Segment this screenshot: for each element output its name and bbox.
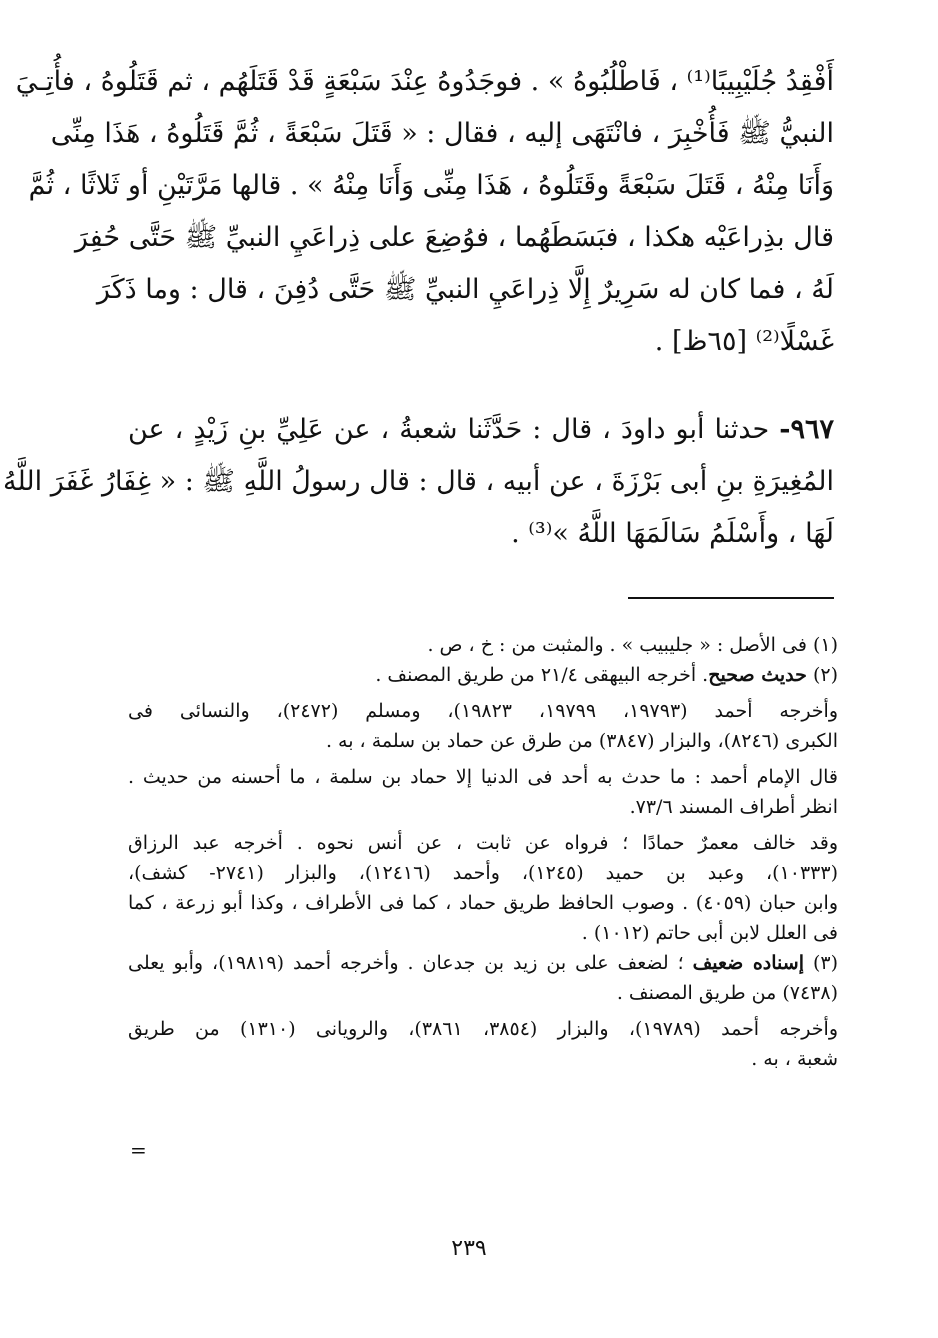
footnote-line: قال الإمام أحمد : ما حدث به أحد فى الدنيا إلا حماد بن سلمة ، ما أحسنه من حديث . xyxy=(128,766,838,788)
footnote-2-grade: حديث صحيح xyxy=(708,664,807,686)
footnote-line: (٧٤٣٨) من طريق المصنف . xyxy=(616,982,838,1004)
main-text-line: أَفْقِدُ جُلَيْبِيبًا⁽¹⁾ ، فَاطْلُبُوهُ » . فوجَدُوهُ عِنْدَ سَبْعَةٍ قَدْ قَتَلَهُم ، ثم قَتَلُوهُ ، فأُتِـيَ xyxy=(15,66,834,97)
footnote-2-number: (٢) xyxy=(806,664,838,686)
main-text-line: النبيُّ ﷺ فَأُخْبِرَ ، فانْتَهَى إليه ، فقال : « قَتَلَ سَبْعَةً ، ثُمَّ قَتَلُوهُ ، هَذَا مِنِّى xyxy=(50,118,834,149)
hadith-967 xyxy=(2,404,834,560)
main-text-block xyxy=(15,56,834,368)
footnote-line: فى العلل لابن أبى حاتم (١٠١٢) . xyxy=(581,922,838,944)
footnote-2 xyxy=(128,660,838,690)
hadith-number: ٩٦٧- xyxy=(779,414,834,445)
footnote-line: وابن حبان (٤٠٥٩) . وصوب الحافظ طريق حماد ، كما فى الأطراف ، وكذا أبو زرعة ، كما xyxy=(128,892,838,914)
hadith-line: المُغِيرَةِ بنِ أبى بَرْزَةَ ، عن أبيه ، قال : قال رسولُ اللَّهِ ﷺ : « غِفَارُ غَفَرَ اللَّهُ xyxy=(2,466,834,497)
footnote-3-grade: إسناده ضعيف xyxy=(692,952,804,974)
hadith-text: حدثنا أبو داودَ ، قال : حَدَّثَنا شعبةُ ، عن عَلِيِّ بنِ زَيْدٍ ، عن xyxy=(128,414,780,445)
page-number: ٢٣٩ xyxy=(451,1236,487,1261)
main-text-line: لَهُ ، فما كان له سَرِيرٌ إِلَّا ذِراعَيِ النبيِّ ﷺ حَتَّى دُفِنَ ، قال : وما ذَكَرَ xyxy=(96,274,834,305)
footnote-line: وأخرجه أحمد (١٩٧٨٩)، والبزار (٣٨٥٤، ٣٨٦١)، والرويانى (١٣١٠) من طريق xyxy=(128,1018,838,1040)
main-text-line: وَأَنَا مِنْهُ ، قَتَلَ سَبْعَةً وقَتَلُوهُ ، هَذَا مِنِّى وَأَنَا مِنْهُ » . قالها مَرَّتَيْنِ أو ثَلاثًا ، ثُمَّ xyxy=(28,170,834,201)
footnote-3-number: (٣) xyxy=(803,952,838,974)
footnote-1: (١) فى الأصل : « جليبيب » . والمثبت من : خ ، ص . xyxy=(427,634,838,656)
footnote-divider xyxy=(628,597,834,599)
footnote-line: وأخرجه أحمد (١٩٧٩٣، ١٩٧٩٩، ١٩٨٢٣)، ومسلم (٢٤٧٢)، والنسائى فى xyxy=(128,700,839,722)
footnote-3 xyxy=(128,948,838,978)
footnote-3-text: ؛ لضعف على بن زيد بن جدعان . وأخرجه أحمد (١٩٨١٩)، وأبو يعلى xyxy=(128,952,693,974)
footnote-line: وقد خالف معمرٌ حمادًا ؛ فرواه عن ثابت ، عن أنس نحوه . أخرجه عبد الرزاق xyxy=(128,832,838,854)
hadith-line: لَهَا ، وأَسْلَمُ سَالَمَهَا اللَّهُ »⁽³⁾ . xyxy=(511,518,834,549)
footnote-line: انظر أطراف المسند ٧٣/٦. xyxy=(629,796,838,818)
hadith-line xyxy=(128,404,834,456)
main-text-line: غَسْلًا⁽²⁾ [٦٥ظ] . xyxy=(654,326,834,357)
footnote-line: شعبة ، به . xyxy=(751,1048,838,1070)
footnotes-block xyxy=(128,630,838,1074)
continuation-mark: = xyxy=(130,1138,147,1162)
footnote-line: (١٠٣٣٣)، وعبد بن حميد (١٢٤٥)، وأحمد (١٢٤١٦)، والبزار (٢٧٤١- كشف)، xyxy=(128,862,839,884)
main-text-line: قال بذِراعَيْه هكذا ، فبَسَطَهُما ، فوُضِعَ على ذِراعَيِ النبيِّ ﷺ حَتَّى حُفِرَ xyxy=(74,222,834,253)
footnote-2-text: . أخرجه البيهقى ٢١/٤ من طريق المصنف . xyxy=(375,664,709,686)
footnote-line: الكبرى (٨٢٤٦)، والبزار (٣٨٤٧) من طرق عن حماد بن سلمة ، به . xyxy=(325,730,838,752)
